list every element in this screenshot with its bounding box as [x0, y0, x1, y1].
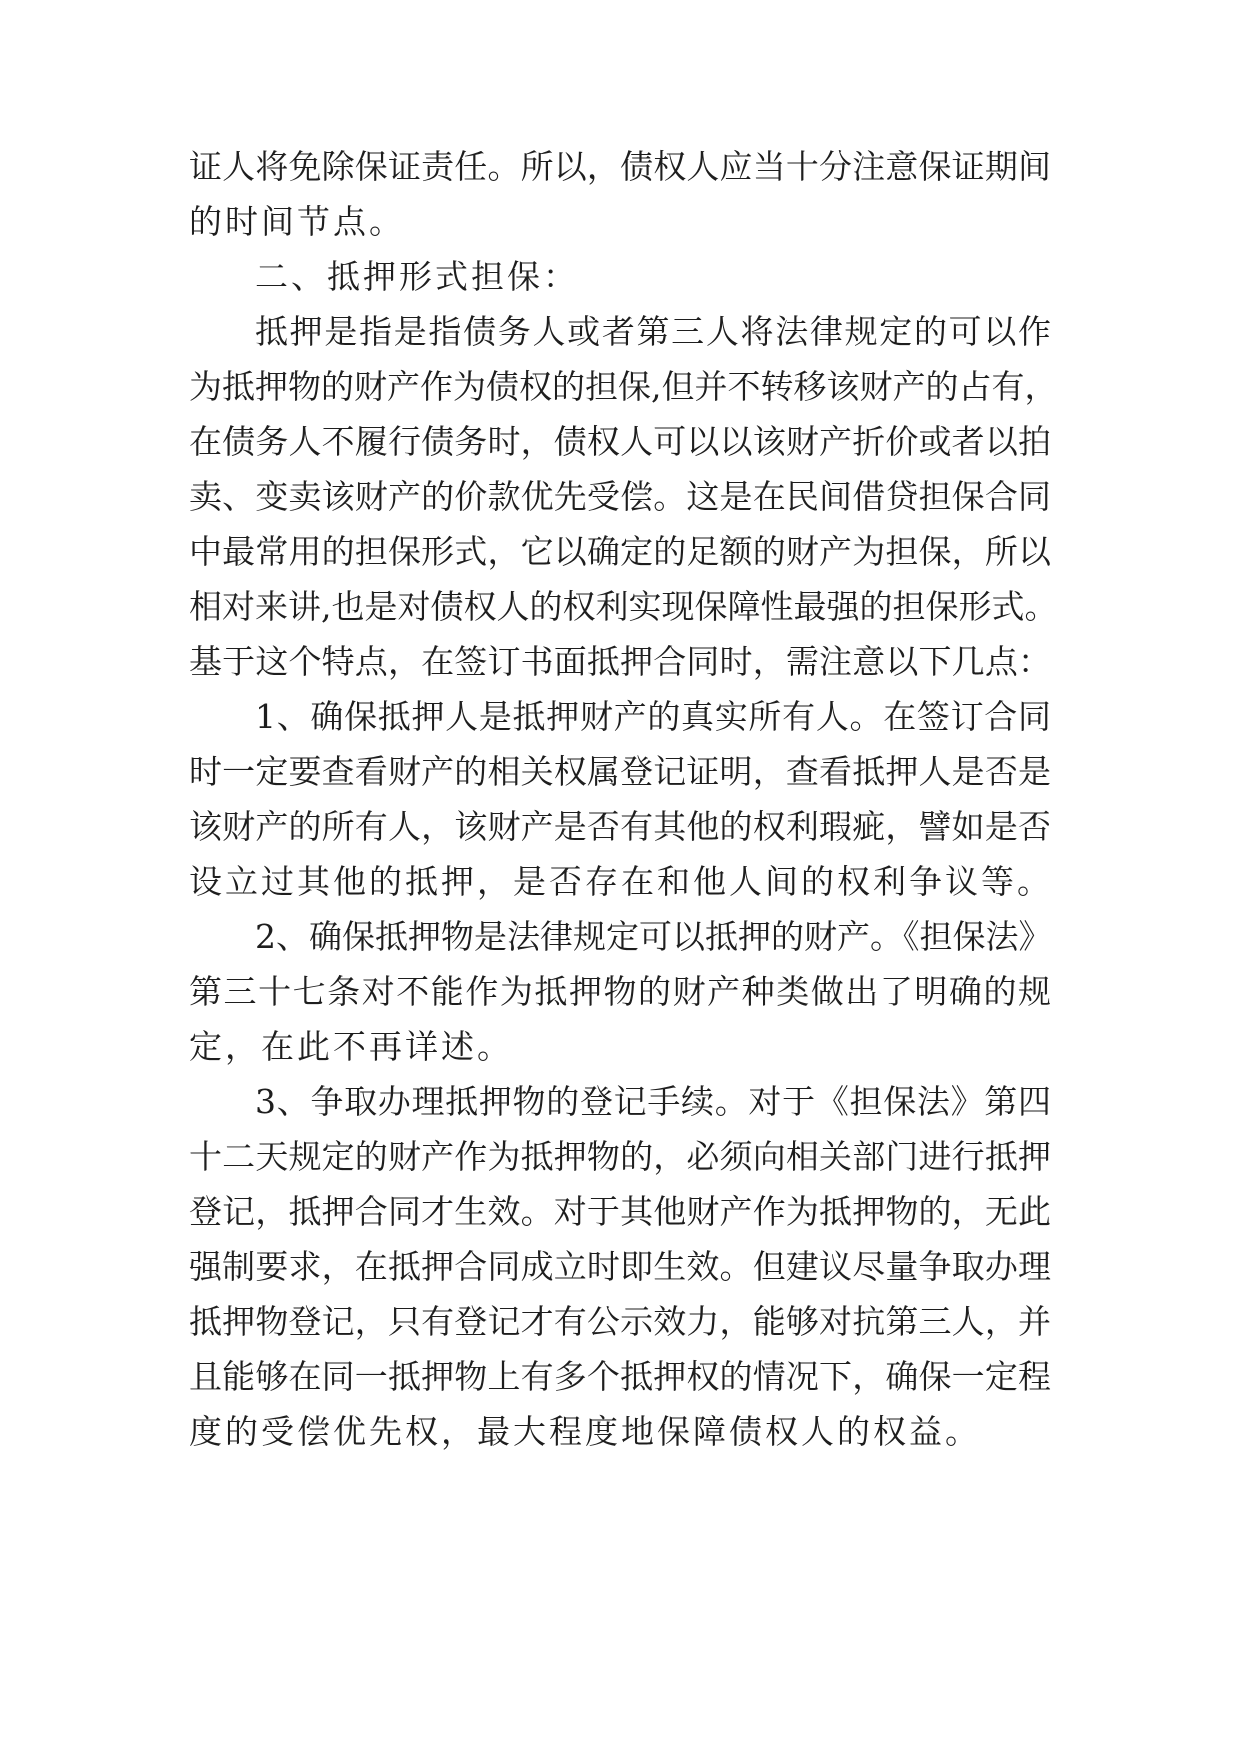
text-line: 抵押物登记，只有登记才有公示效力，能够对抗第三人，并: [189, 1302, 1051, 1341]
text-line: 第三十七条对不能作为抵押物的财产种类做出了明确的规: [189, 972, 1051, 1011]
text-line: 证人将免除保证责任。所以，债权人应当十分注意保证期间: [189, 147, 1051, 186]
text-line: 该财产的所有人，该财产是否有其他的权利瑕疵，譬如是否: [189, 807, 1051, 846]
text-line: 定，在此不再详述。: [189, 1027, 513, 1066]
text-line: 的时间节点。: [189, 202, 405, 241]
text-line: 2、确保抵押物是法律规定可以抵押的财产。《担保法》: [255, 917, 1052, 956]
text-line: 强制要求，在抵押合同成立时即生效。但建议尽量争取办理: [189, 1247, 1051, 1286]
text-line: 基于这个特点，在签订书面抵押合同时，需注意以下几点：: [189, 642, 1051, 681]
text-line: 卖、变卖该财产的价款优先受偿。这是在民间借贷担保合同: [189, 477, 1051, 516]
text-line: 抵押是指是指债务人或者第三人将法律规定的可以作: [255, 312, 1051, 351]
text-line: 度的受偿优先权，最大程度地保障债权人的权益。: [189, 1412, 981, 1451]
text-line: 3、争取办理抵押物的登记手续。对于《担保法》第四: [255, 1082, 1051, 1121]
text-line: 设立过其他的抵押，是否存在和他人间的权利争议等。: [189, 862, 1053, 901]
text-line: 1、确保抵押人是抵押财产的真实所有人。在签订合同: [255, 697, 1051, 736]
section-heading: 二、抵押形式担保：: [255, 257, 579, 296]
text-line: 登记，抵押合同才生效。对于其他财产作为抵押物的，无此: [189, 1192, 1051, 1231]
text-line: 且能够在同一抵押物上有多个抵押权的情况下，确保一定程: [189, 1357, 1051, 1396]
text-line: 在债务人不履行债务时，债权人可以以该财产折价或者以拍: [189, 422, 1051, 461]
text-line: 相对来讲,也是对债权人的权利实现保障性最强的担保形式。: [189, 587, 1058, 626]
text-line: 时一定要查看财产的相关权属登记证明，查看抵押人是否是: [189, 752, 1051, 791]
text-line: 中最常用的担保形式，它以确定的足额的财产为担保，所以: [189, 532, 1051, 571]
text-line: 十二天规定的财产作为抵押物的，必须向相关部门进行抵押: [189, 1137, 1051, 1176]
text-line: 为抵押物的财产作为债权的担保,但并不转移该财产的占有，: [189, 367, 1058, 406]
